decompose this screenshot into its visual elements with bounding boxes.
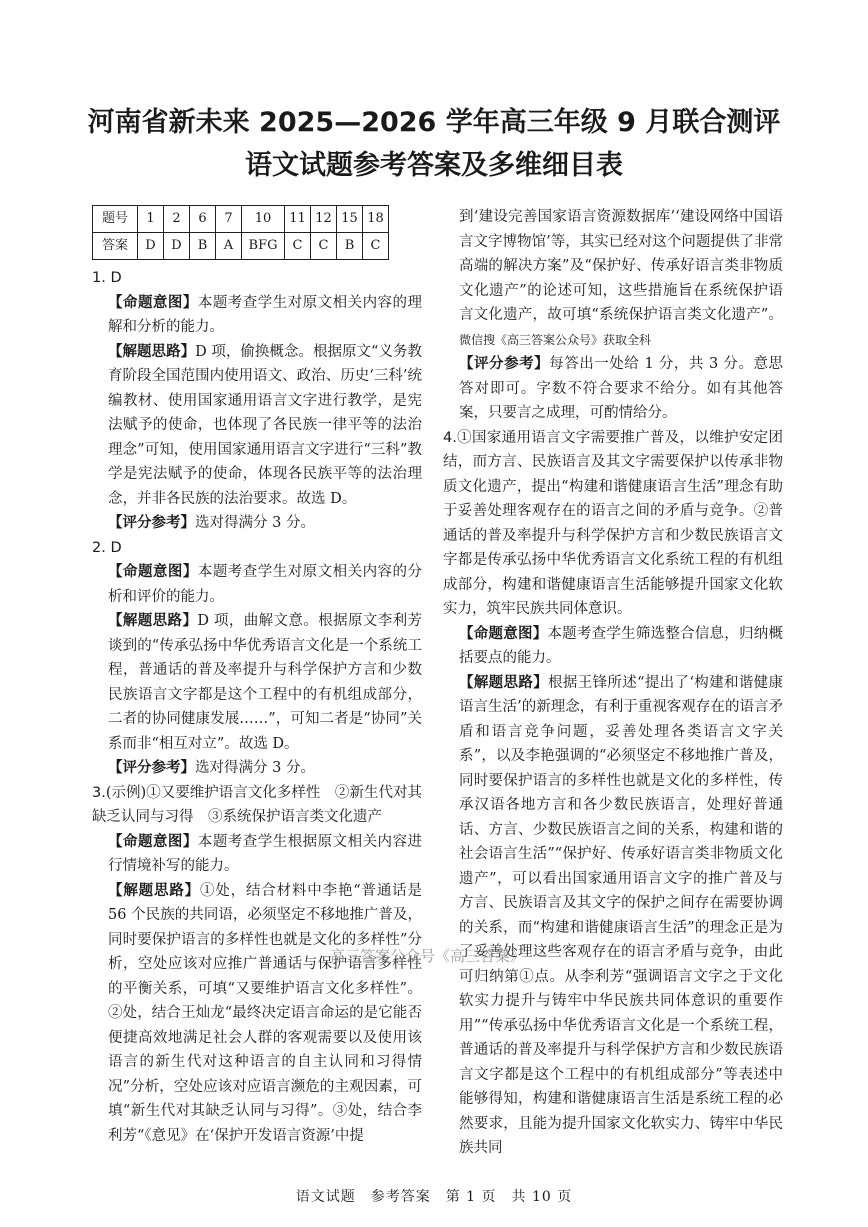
question-3-intent	[92, 830, 422, 879]
solution-tag: 【解题思路】	[108, 612, 198, 629]
intent-tag: 【命题意图】	[459, 624, 548, 642]
answer-table-row-numbers	[93, 206, 389, 233]
question-4-intent	[443, 622, 783, 671]
table-cell: 11	[285, 206, 311, 233]
page-subtitle: 语文试题参考答案及多维细目表	[245, 150, 623, 181]
score-text: 选对得满分 3 分。	[195, 515, 315, 531]
answer-text: (示例)①又要维护语言文化多样性 ②新生代对其缺乏认同与习得 ③系统保护语言类文化遗产	[92, 784, 422, 825]
table-cell: 7	[216, 206, 242, 233]
answer-table	[92, 205, 389, 260]
page-title: 河南省新未来 2025—2026 学年高三年级 9 月联合测评	[87, 107, 781, 138]
table-cell: B	[190, 233, 216, 260]
intent-text: 本题考查学生筛选整合信息，归纳概括要点的能力。	[459, 625, 784, 666]
table-header-cell: 答案	[93, 233, 138, 260]
table-cell: D	[164, 233, 190, 260]
watermark: 高三答案公众号《高三答案》	[330, 947, 526, 965]
table-cell: 18	[363, 206, 389, 233]
table-cell: C	[311, 233, 337, 260]
solution-tag: 【解题思路】	[459, 673, 549, 691]
score-text: 每答出一处给 1 分，共 3 分。意思答对即可。字数不符合要求不给分。如有其他答案，只要言之成理，可酌情给分。	[459, 356, 784, 421]
table-cell: A	[216, 233, 242, 260]
promo-note: 微信搜《高三答案公众号》获取全科	[459, 332, 652, 347]
question-number: 3.	[92, 784, 106, 801]
solution-text: D 项，曲解文意。根据原文李利芳谈到的“传承弘扬中华优秀语言文化是一个系统工程，普通话的普及率提升与科学保护方言和少数民族语言文字都是这个工程中的有机组成部分，二者的协同健康发展……”，可知二者是“协同”关系而非“相互对立”。故选 D。	[108, 613, 423, 752]
right-column	[443, 205, 783, 1161]
question-1-solution	[92, 340, 422, 512]
answer-table-row-answers	[93, 233, 389, 260]
intent-text: 本题考查学生对原文相关内容的分析和评价的能力。	[108, 564, 423, 605]
table-cell: 6	[190, 206, 216, 233]
intent-text: 本题考查学生对原文相关内容的理解和分析的能力。	[108, 294, 423, 335]
question-1-answer: 1. D	[92, 270, 122, 286]
table-cell: 1	[138, 206, 164, 233]
question-3-solution	[92, 879, 422, 1149]
table-cell: BFG	[242, 233, 285, 260]
intent-tag: 【命题意图】	[108, 563, 198, 580]
question-4-solution	[443, 671, 783, 1161]
question-2-answer: 2. D	[92, 539, 122, 556]
table-cell: 12	[311, 206, 337, 233]
solution-text: ①处，结合材料中李艳“普通话是 56 个民族的共同语，必须坚定不移地推广普及，同时要保护语言的多样性也就是文化的多样性”分析，空处应该对应推广普通话与保护语言多样性的平衡关系，可填“又要维护语言文化多样性”。②处，结合王灿龙“最终决定语言命运的是它能否便捷高效地满足社会人群的客观需要以及使用该语言的新生代对这种语言的自主认同和习得情况”分析，空处应该对应语言濒危的主观因素，可填“新生代对其缺乏认同与习得”。③处，结合李利芳“《意见》在‘保护开发语言资源’中提	[108, 882, 423, 1144]
intent-tag: 【命题意图】	[108, 293, 198, 311]
score-tag: 【评分参考】	[459, 355, 550, 372]
table-cell: B	[337, 233, 363, 260]
question-2-score	[92, 756, 422, 781]
intent-tag: 【命题意图】	[108, 832, 198, 850]
table-cell: 10	[242, 206, 285, 233]
answer-text: ①国家通用语言文字需要推广普及，以维护安定团结，而方言、民族语言及其文字需要保护以传承非物质文化遗产，提出“构建和谐健康语言生活”理念有助于妥善处理客观存在的语言之间的矛盾与竞争。②普通话的普及率提升与科学保护方言和少数民族语言文字都是传承弘扬中华优秀语言文化系统工程的有机组成部分，构建和谐健康语言生活能够提升国家文化软实力，筑牢民族共同体意识。	[443, 429, 783, 617]
left-column	[92, 205, 422, 1148]
question-4-answer	[443, 426, 783, 622]
table-cell: D	[138, 233, 164, 260]
table-cell: 2	[164, 206, 190, 233]
solution-tag: 【解题思路】	[108, 881, 200, 899]
solution-text: 到‘建设完善国家语言资源数据库’‘建设网络中国语言文字博物馆’等，其实已经对这个问题提供了非常高端的解决方案”及“保护好、传承好语言类非物质文化遗产”的论述可知，这些措施旨在系统保护语言文化遗产，故可填“系统保护语言类文化遗产”。	[459, 209, 783, 323]
question-1-score	[92, 511, 422, 536]
score-tag: 【评分参考】	[108, 514, 195, 531]
question-3-answer	[92, 781, 422, 830]
table-cell: 15	[337, 206, 363, 233]
question-2-solution	[92, 609, 422, 756]
solution-text: D 项，偷换概念。根据原文“义务教育阶段全国范围内使用语文、政治、历史‘三科’统编教材、使用国家通用语言文字进行教学，是宪法赋予的使命，也体现了各民族一律平等的法治理念”可知，使用国家通用语言文字进行“三科”教学是宪法赋予的使命，体现各民族平等的法治理念，并非各民族的法治要求。故选 D。	[108, 343, 423, 507]
question-3-score	[443, 352, 783, 426]
question-3-solution-continued	[443, 205, 783, 352]
score-text: 选对得满分 3 分。	[195, 760, 315, 776]
score-tag: 【评分参考】	[108, 759, 195, 776]
solution-tag: 【解题思路】	[108, 342, 196, 360]
question-2-intent	[92, 560, 422, 609]
table-cell: C	[285, 233, 311, 260]
solution-text: 根据王锋所述“提出了‘构建和谐健康语言生活’的新理念，有利于重视客观存在的语言矛盾和语言竞争问题，妥善处理各类语言文字关系”，以及李艳强调的“必须坚定不移地推广普及，同时要保护语言的多样性也就是文化的多样性，传承汉语各地方言和各少数民族语言，处理好普通话、方言、少数民族语言之间的关系，构建和谐的社会语言生活”“保护好、传承好语言类非物质文化遗产”，可以看出国家通用语言文字的推广普及与方言、民族语言及其文字的保护之间存在需要协调的关系，而“构建和谐健康语言生活”的理念正是为了妥善处理这些客观存在的语言矛盾与竞争，由此可归纳第①点。从李利芳“强调语言文字之于文化软实力提升与铸牢中华民族共同体意识的重要作用”“传承弘扬中华优秀语言文化是一个系统工程，普通话的普及率提升与科学保护方言和少数民族语言文字都是这个工程中的有机组成部分”等表述中能够得知，构建和谐健康语言生活是系统工程的必然要求，且能为提升国家文化软实力、铸牢中华民族共同	[459, 674, 783, 1156]
intent-text: 本题考查学生根据原文相关内容进行情境补写的能力。	[108, 833, 423, 874]
question-1-intent	[92, 291, 422, 340]
page-footer: 语文试题 参考答案 第 1 页 共 10 页	[295, 1189, 573, 1205]
table-header-cell: 题号	[93, 206, 138, 233]
table-cell: C	[363, 233, 389, 260]
question-number: 4.	[443, 429, 457, 446]
